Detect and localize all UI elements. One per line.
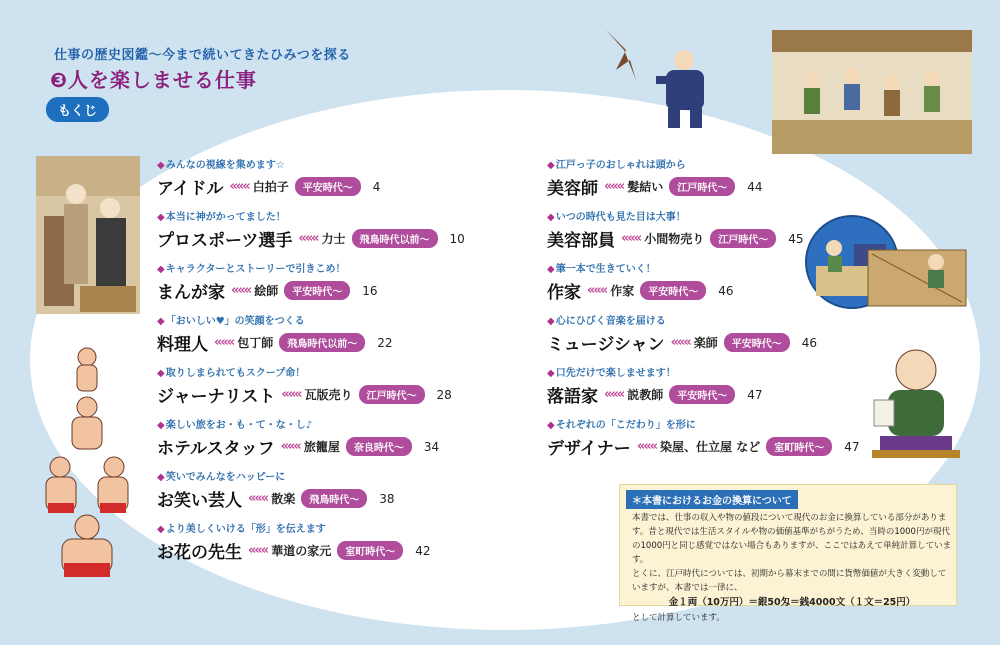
entry-catchphrase: ◆みんなの視線を集めます☆ (157, 160, 285, 171)
page-number: 42 (415, 543, 431, 558)
entry-catchphrase: ◆口先だけで楽しませます！ (547, 368, 676, 379)
series-title: 仕事の歴史図鑑〜今まで続いてきたひみつを探る (54, 48, 351, 63)
era-badge: 飛鳥時代以前〜 (352, 229, 438, 248)
modern-job: 美容師 (547, 179, 598, 199)
modern-job: まんが家 (157, 283, 225, 303)
toc-entry[interactable] (157, 156, 380, 199)
entry-catchphrase: ◆より美しくいける「形」を伝えます (157, 524, 326, 535)
page-number: 38 (379, 491, 395, 506)
storyteller-illustration (862, 338, 968, 460)
page-number: 44 (747, 179, 763, 194)
chevron-icon: ««« (248, 491, 268, 506)
modern-job: 美容部員 (547, 231, 615, 251)
toc-entry[interactable] (547, 312, 817, 355)
era-badge: 平安時代〜 (640, 281, 706, 300)
entry-catchphrase: ◆笑いでみんなをハッピーに (157, 472, 286, 483)
entry-catchphrase: ◆心にひびく音楽を届ける (547, 316, 666, 327)
toc-entry[interactable] (157, 416, 439, 459)
entry-catchphrase: ◆「おいしい♥」の笑顔をつくる (157, 316, 305, 327)
modern-job: お花の先生 (157, 543, 242, 563)
shop-scene-illustration (772, 30, 972, 154)
historical-job: 作家 (610, 284, 635, 298)
toc-entry[interactable] (157, 468, 395, 511)
toc-entry[interactable] (157, 260, 378, 303)
historical-job: 白拍子 (252, 180, 289, 194)
modern-job: ジャーナリスト (157, 387, 276, 407)
toc-entry[interactable] (157, 312, 393, 355)
page-number: 4 (372, 179, 381, 194)
page-number: 45 (788, 231, 804, 246)
entry-catchphrase: ◆いつの時代も見た目は大事！ (547, 212, 686, 223)
era-badge: 江戸時代〜 (669, 177, 735, 196)
era-badge: 平安時代〜 (284, 281, 350, 300)
chevron-icon: ««« (604, 387, 624, 402)
historical-job: 染屋、仕立屋 など (660, 440, 761, 454)
falconer-illustration (596, 20, 726, 130)
note-paragraph: 本書では、仕事の収入や物の値段について現代のお金に換算している部分があります。昔と現代では生活スタイルや物の価値基準がちがうため、当時の1000円が現代の1000円と同じ感覚ではない場合もありますが、ここではあえて単純計算しています。 (632, 513, 952, 565)
historical-job: 散楽 (271, 492, 296, 506)
toc-entry[interactable] (157, 208, 465, 251)
chevron-icon: ««« (248, 543, 268, 558)
chevron-icon: ««« (670, 335, 690, 350)
modern-job: デザイナー (547, 439, 631, 459)
entry-catchphrase: ◆本当に神がかってました！ (157, 212, 286, 223)
page-number: 28 (436, 387, 452, 402)
chevron-icon: ««« (587, 283, 607, 298)
entry-catchphrase: ◆楽しい旅をお・も・て・な・し♪ (157, 420, 313, 431)
note-paragraph: とくに、江戸時代については、初期から幕末までの間に貨幣価値が大きく変動していますが、本書では一律に、 (632, 569, 947, 593)
note-closing: として計算しています。 (632, 613, 725, 623)
volume-title: ❸人を楽しませる仕事 (50, 68, 257, 92)
era-badge: 平安時代〜 (724, 333, 790, 352)
entry-catchphrase: ◆江戸っ子のおしゃれは頭から (547, 160, 686, 171)
modern-job: 作家 (547, 283, 581, 303)
entry-catchphrase: ◆筆一本で生きていく！ (547, 264, 656, 275)
historical-job: 楽師 (693, 336, 718, 350)
entry-catchphrase: ◆取りしまられてもスクープ命！ (157, 368, 306, 379)
entry-catchphrase: ◆それぞれの「こだわり」を形に (547, 420, 696, 431)
era-badge: 平安時代〜 (669, 385, 735, 404)
chevron-icon: ««« (604, 179, 624, 194)
page-number: 47 (844, 439, 860, 454)
modern-job: お笑い芸人 (157, 491, 242, 511)
toc-entry[interactable] (157, 364, 452, 407)
historical-job: 絵師 (254, 284, 279, 298)
historical-job: 力士 (321, 232, 346, 246)
page-number: 16 (362, 283, 378, 298)
historical-job: 説教師 (627, 388, 664, 402)
era-badge: 奈良時代〜 (346, 437, 412, 456)
page-number: 46 (718, 283, 734, 298)
era-badge: 飛鳥時代以前〜 (279, 333, 365, 352)
page-number: 10 (449, 231, 465, 246)
toc-entry[interactable] (547, 208, 804, 251)
historical-job: 華道の家元 (271, 544, 332, 558)
toc-entry[interactable] (157, 520, 431, 563)
money-note-body (632, 511, 952, 625)
chevron-icon: ««« (636, 439, 657, 454)
era-badge: 室町時代〜 (337, 541, 403, 560)
chevron-icon: ««« (621, 231, 641, 246)
money-note-box (619, 484, 957, 623)
page-number: 46 (801, 335, 818, 350)
historical-job: 旅籠屋 (303, 440, 340, 454)
era-badge: 江戸時代〜 (359, 385, 425, 404)
historical-job: 髪結い (627, 180, 664, 194)
chevron-icon: ««« (231, 283, 251, 298)
modern-job: 料理人 (157, 335, 208, 355)
era-badge: 平安時代〜 (295, 177, 361, 196)
toc-label: もくじ (46, 97, 109, 122)
geisha-illustration (36, 156, 140, 314)
modern-job: 落語家 (547, 387, 598, 407)
page-number: 22 (377, 335, 393, 350)
era-badge: 江戸時代〜 (710, 229, 776, 248)
money-note-heading: ＊本書におけるお金の換算について (626, 490, 798, 509)
modern-job: ホテルスタッフ (157, 439, 275, 459)
era-badge: 飛鳥時代〜 (301, 489, 367, 508)
chevron-icon: ««« (298, 231, 318, 246)
modern-job: プロスポーツ選手 (157, 231, 293, 251)
historical-job: 小間物売り (644, 232, 705, 246)
page-number: 34 (423, 439, 440, 454)
chevron-icon: ««« (281, 387, 301, 402)
modern-job: ミュージシャン (547, 335, 665, 355)
entry-catchphrase: ◆キャラクターとストーリーで引きこめ！ (157, 264, 346, 275)
toc-entry[interactable] (547, 260, 734, 303)
chevron-icon: ««« (214, 335, 234, 350)
chevron-icon: ««« (280, 439, 300, 454)
toc-entry[interactable] (547, 364, 763, 407)
chevron-icon: ««« (229, 179, 249, 194)
sumo-tower-illustration (40, 345, 135, 585)
modern-job: アイドル (157, 179, 224, 199)
toc-entry[interactable] (547, 416, 859, 459)
era-badge: 室町時代〜 (766, 437, 832, 456)
note-formula: 金１両（10万円）＝銀50匁＝銭4000文（１文＝25円） (668, 597, 916, 608)
loom-illustration (862, 234, 972, 312)
page-number: 47 (747, 387, 763, 402)
historical-job: 包丁師 (237, 336, 274, 350)
historical-job: 瓦版売り (304, 388, 353, 402)
toc-entry[interactable] (547, 156, 763, 199)
